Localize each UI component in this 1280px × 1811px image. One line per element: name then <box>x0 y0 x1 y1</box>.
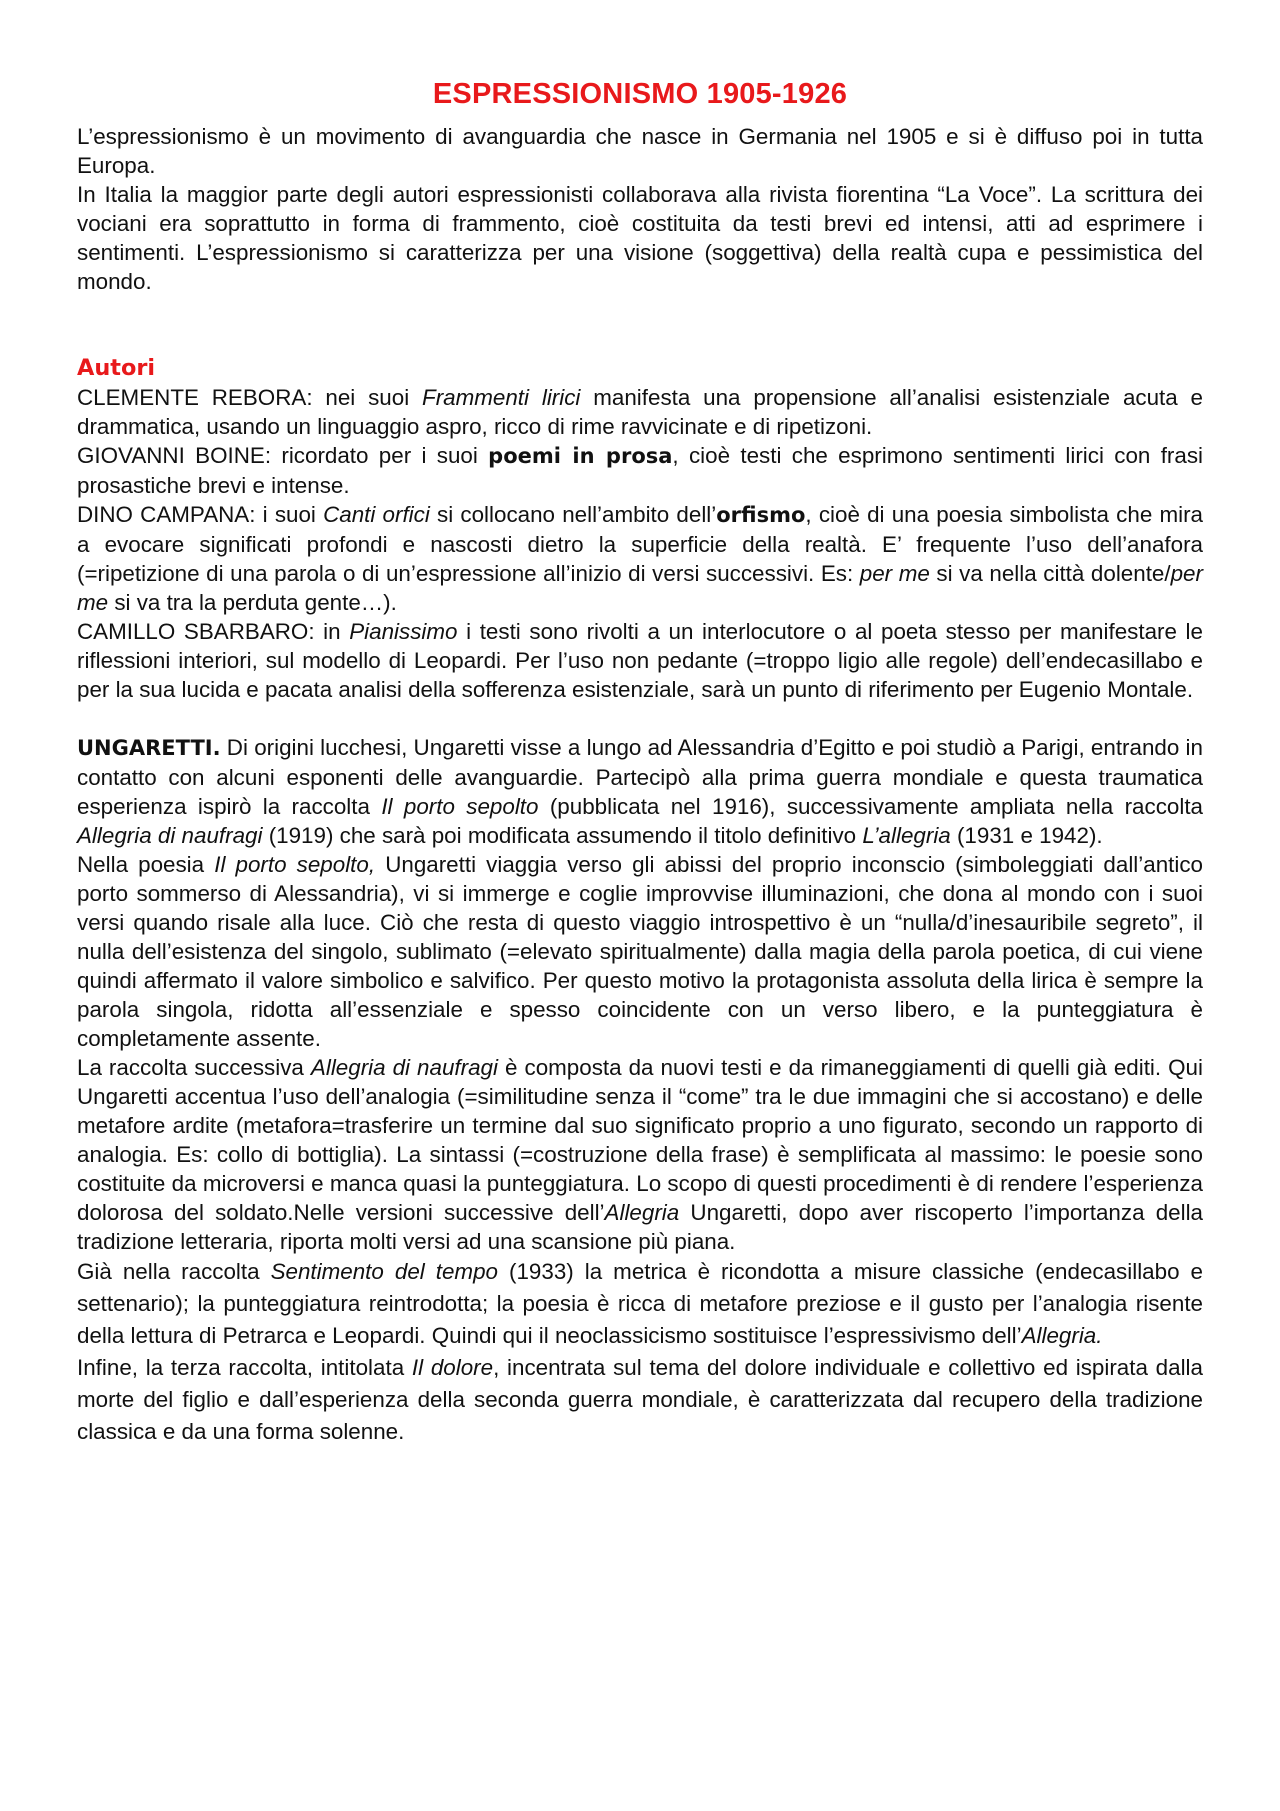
author-campana <box>77 500 1203 617</box>
ungaretti-paragraph-2 <box>77 850 1203 1053</box>
paragraph-text: (1931 e 1942). <box>950 823 1103 848</box>
quote-italic: per me <box>859 561 930 586</box>
ungaretti-paragraph-3 <box>77 1053 1203 1256</box>
work-title: Allegria di naufragi <box>310 1055 498 1080</box>
work-title: Il dolore <box>411 1355 494 1380</box>
ungaretti-paragraph-5 <box>77 1352 1203 1448</box>
work-title: L’allegria <box>862 823 951 848</box>
paragraph-text: La raccolta successiva <box>77 1055 311 1080</box>
author-campana-text: DINO CAMPANA: i suoi <box>77 502 324 527</box>
author-sbarbaro-text: CAMILLO SBARBARO: in <box>77 619 350 644</box>
work-title: Frammenti lirici <box>422 385 581 410</box>
intro-paragraph-2: In Italia la maggior parte degli autori espressionisti collaborava alla rivista fiorentina “La Voce”. La scrittura dei vociani era soprattutto in forma di frammento, cioè costituita da testi brevi ed intensi, atti ad esprimere i sentimenti. L’espressionismo si caratterizza per una visione (soggettiva) della realtà cupa e pessimistica del mondo. <box>77 182 1203 294</box>
author-campana-text: , cioè di una poesia simbolista che mira a evocare significati profondi e nascosti dietro la superficie della realtà. E’ frequente l’uso dell’anafora (=ripetizione di una parola o di un’espressione all’inizio di versi successivi. Es: <box>77 502 1204 586</box>
intro-paragraph-1: L’espressionismo è un movimento di avanguardia che nasce in Germania nel 1905 e si è diffuso poi in tutta Europa. <box>77 124 1203 178</box>
author-rebora-text: CLEMENTE REBORA: nei suoi <box>77 385 423 410</box>
paragraph-text: Infine, la terza raccolta, intitolata <box>77 1355 412 1380</box>
work-title: Il porto sepolto, <box>214 852 376 877</box>
paragraph-text: Nella poesia <box>77 852 215 877</box>
bold-term: poemi in prosa <box>488 444 673 468</box>
ungaretti-heading: UNGARETTI. <box>77 736 221 760</box>
author-boine-text: GIOVANNI BOINE: ricordato per i suoi <box>77 443 489 468</box>
paragraph-text: Ungaretti viaggia verso gli abissi del proprio inconscio (simboleggiati dall’antico porto sommerso di Alessandria), vi si immerge e coglie improvvise illuminazioni, che dona al mondo con i suoi versi quando risale alla luce. Ciò che resta di questo viaggio introspettivo è un “nulla/d’inesauribile segreto”, il nulla dell’esistenza del singolo, sublimato (=elevato spiritualmente) dalla magia della parola poetica, di cui viene quindi affermato il valore simbolico e salvifico. Per questo motivo la protagonista assoluta della lirica è sempre la parola singola, ridotta all’essenziale e spesso coincidente con un verso libero, e la punteggiatura è completamente assente. <box>77 852 1203 1051</box>
paragraph-text: Già nella raccolta <box>77 1259 271 1284</box>
ungaretti-paragraph-1 <box>77 733 1203 850</box>
spacer <box>77 704 1203 733</box>
work-title: Sentimento del tempo <box>270 1259 498 1284</box>
document-page <box>77 72 1203 1448</box>
paragraph-text: Ungaretti, dopo aver riscoperto l’importanza della tradizione letteraria, riporta molti versi ad una scansione più piana. <box>77 1200 1204 1254</box>
work-title: Il porto sepolto <box>381 794 539 819</box>
author-campana-text: si va tra la perduta gente…). <box>108 590 397 615</box>
author-boine-text: , cioè testi che esprimono sentimenti lirici con frasi prosastiche brevi e intense. <box>77 443 1203 498</box>
author-sbarbaro <box>77 617 1203 704</box>
author-campana-text: si va nella città dolente/ <box>929 561 1171 586</box>
paragraph-text: (1933) la metrica è ricondotta a misure classiche (endecasillabo e settenario); la punteggiatura reintrodotta; la poesia è ricca di metafore preziose e il gusto per l’analogia risente della lettura di Petrarca e Leopardi. Quindi qui il neoclassicismo sostituisce l’espressivismo dell’ <box>77 1259 1203 1348</box>
author-boine <box>77 441 1203 500</box>
paragraph-text: è composta da nuovi testi e da rimaneggiamenti di quelli già editi. Qui Ungaretti accentua l’uso dell’analogia (=similitudine senza il “come” tra le due immagini che si accostano) e delle metafore ardite (metafora=trasferire un termine dal suo significato proprio a uno figurato, secondo un rapporto di analogia. Es: collo di bottiglia). La sintassi (=costruzione della frase) è semplificata al massimo: le poesie sono costituite da microversi e manca quasi la punteggiatura. Lo scopo di questi procedimenti è di rendere l’esperienza dolorosa del soldato.Nelle versioni successive dell’ <box>77 1055 1203 1225</box>
paragraph-text: , incentrata sul tema del dolore individuale e collettivo ed ispirata dalla morte del figlio e dall’esperienza della seconda guerra mondiale, è caratterizzata dal recupero della tradizione classica e da una forma solenne. <box>77 1355 1203 1444</box>
work-title: Allegria <box>604 1200 680 1225</box>
work-title: Pianissimo <box>349 619 458 644</box>
quote-italic: per me <box>77 561 1203 615</box>
author-rebora-text: manifesta una propensione all’analisi esistenziale acuta e drammatica, usando un linguaggio aspro, ricco di rime ravvicinate e di ripetizoni. <box>77 385 1204 439</box>
author-rebora <box>77 383 1203 441</box>
spacer <box>77 296 1203 354</box>
page-title: ESPRESSIONISMO 1905-1926 <box>432 78 848 110</box>
paragraph-text: (1919) che sarà poi modificata assumendo il titolo definitivo <box>262 823 863 848</box>
author-sbarbaro-text: i testi sono rivolti a un interlocutore o al poeta stesso per manifestare le riflessioni interiori, sul modello di Leopardi. Per l’uso non pedante (=troppo ligio alle regole) dell’endecasillabo e per la sua lucida e pacata analisi della sofferenza esistenziale, sarà un punto di riferimento per Eugenio Montale. <box>77 619 1203 702</box>
work-title: Allegria. <box>1021 1323 1103 1348</box>
paragraph-text: Di origini lucchesi, Ungaretti visse a lungo ad Alessandria d’Egitto e poi studiò a Parigi, entrando in contatto con alcuni esponenti delle avanguardie. Partecipò alla prima guerra mondiale e questa traumatica esperienza ispirò la raccolta <box>77 735 1203 819</box>
section-heading-autori: Autori <box>77 355 156 381</box>
work-title: Allegria di naufragi <box>77 823 263 848</box>
bold-term: orfismo <box>716 503 806 527</box>
work-title: Canti orfici <box>323 502 430 527</box>
ungaretti-paragraph-4 <box>77 1256 1203 1352</box>
author-campana-text: si collocano nell’ambito dell’ <box>429 502 717 527</box>
paragraph-text: (pubblicata nel 1916), successivamente ampliata nella raccolta <box>538 794 1203 819</box>
